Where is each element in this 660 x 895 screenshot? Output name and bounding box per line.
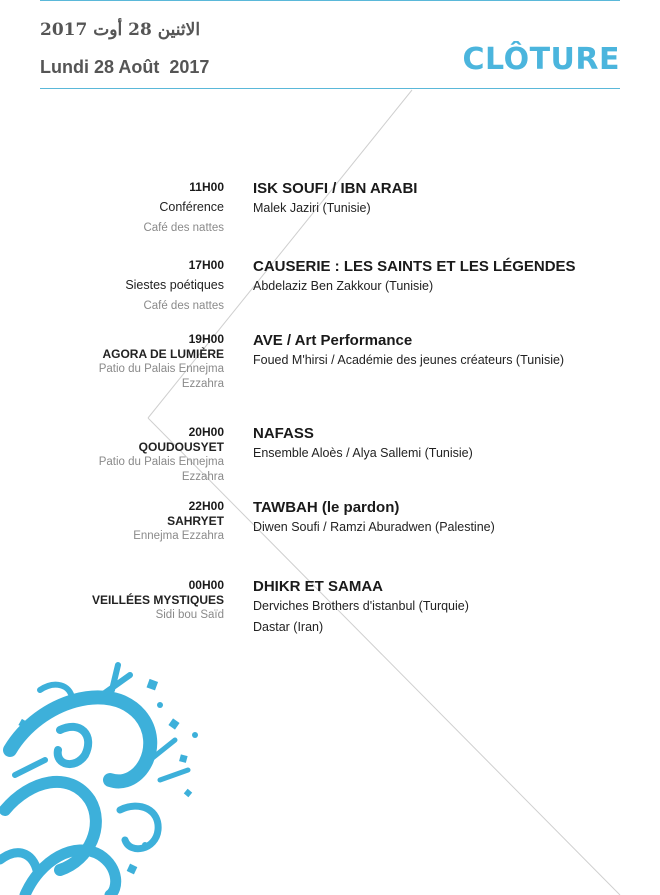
event-venue-line-2: Ezzahra	[181, 471, 224, 483]
event-title: CAUSERIE : LES SAINTS ET LES LÉGENDES	[253, 258, 576, 275]
event-title: ISK SOUFI / IBN ARABI	[253, 180, 418, 197]
arabic-date: الاثنين 28 أوت 2017	[40, 20, 201, 40]
event-venue: Sidi bou Saïd	[155, 609, 224, 621]
event-title: NAFASS	[253, 425, 314, 442]
event-meta	[44, 332, 224, 392]
calligraphy-ornament-icon	[0, 660, 220, 895]
event-type: Conférence	[159, 200, 224, 214]
event-info	[253, 180, 633, 219]
event-type: VEILLÉES MYSTIQUES	[91, 593, 224, 607]
event-performer: Ensemble Aloès / Alya Sallemi (Tunisie)	[253, 446, 473, 460]
event-title: DHIKR ET SAMAA	[253, 578, 383, 595]
event-venue: Patio du Palais Ennejma	[98, 363, 224, 375]
event-type: Siestes poétiques	[125, 278, 224, 292]
event-info	[253, 258, 633, 297]
event-performer: Malek Jaziri (Tunisie)	[253, 201, 371, 215]
event-venue: Ennejma Ezzahra	[133, 530, 224, 542]
event-venue: Café des nattes	[143, 222, 224, 234]
event-venue: Patio du Palais Ennejma	[98, 456, 224, 468]
event-type: SAHRYET	[167, 514, 224, 528]
event-performer: Dastar (Iran)	[253, 620, 324, 634]
event-time: 22H00	[188, 499, 224, 513]
event-info	[253, 332, 633, 371]
event-performer: Abdelaziz Ben Zakkour (Tunisie)	[253, 279, 434, 293]
event-info	[253, 425, 633, 464]
event-time: 00H00	[188, 578, 224, 592]
event-meta	[44, 425, 224, 485]
event-time: 11H00	[189, 180, 224, 194]
event-venue: Café des nattes	[143, 300, 224, 312]
event-time: 17H00	[188, 258, 224, 272]
event-meta	[44, 180, 224, 239]
event-time: 19H00	[188, 332, 224, 346]
french-date: Lundi 28 Août 2017	[40, 57, 210, 77]
event-meta	[44, 258, 224, 317]
event-title: TAWBAH (le pardon)	[253, 499, 400, 516]
event-meta	[44, 499, 224, 544]
event-time: 20H00	[188, 425, 224, 439]
event-performer: Diwen Soufi / Ramzi Aburadwen (Palestine)	[253, 520, 495, 534]
event-type: QOUDOUSYET	[138, 440, 224, 454]
event-venue-line-2: Ezzahra	[181, 378, 224, 390]
event-type: AGORA DE LUMIÈRE	[102, 347, 224, 361]
event-performer: Derviches Brothers d'istanbul (Turquie)	[253, 599, 469, 613]
event-meta	[44, 578, 224, 623]
event-performer: Foued M'hirsi / Académie des jeunes créateurs (Tunisie)	[253, 353, 565, 367]
event-title: AVE / Art Performance	[253, 332, 413, 349]
event-info	[253, 578, 633, 638]
event-info	[253, 499, 633, 538]
page-title: CLÔTURE	[462, 42, 620, 77]
